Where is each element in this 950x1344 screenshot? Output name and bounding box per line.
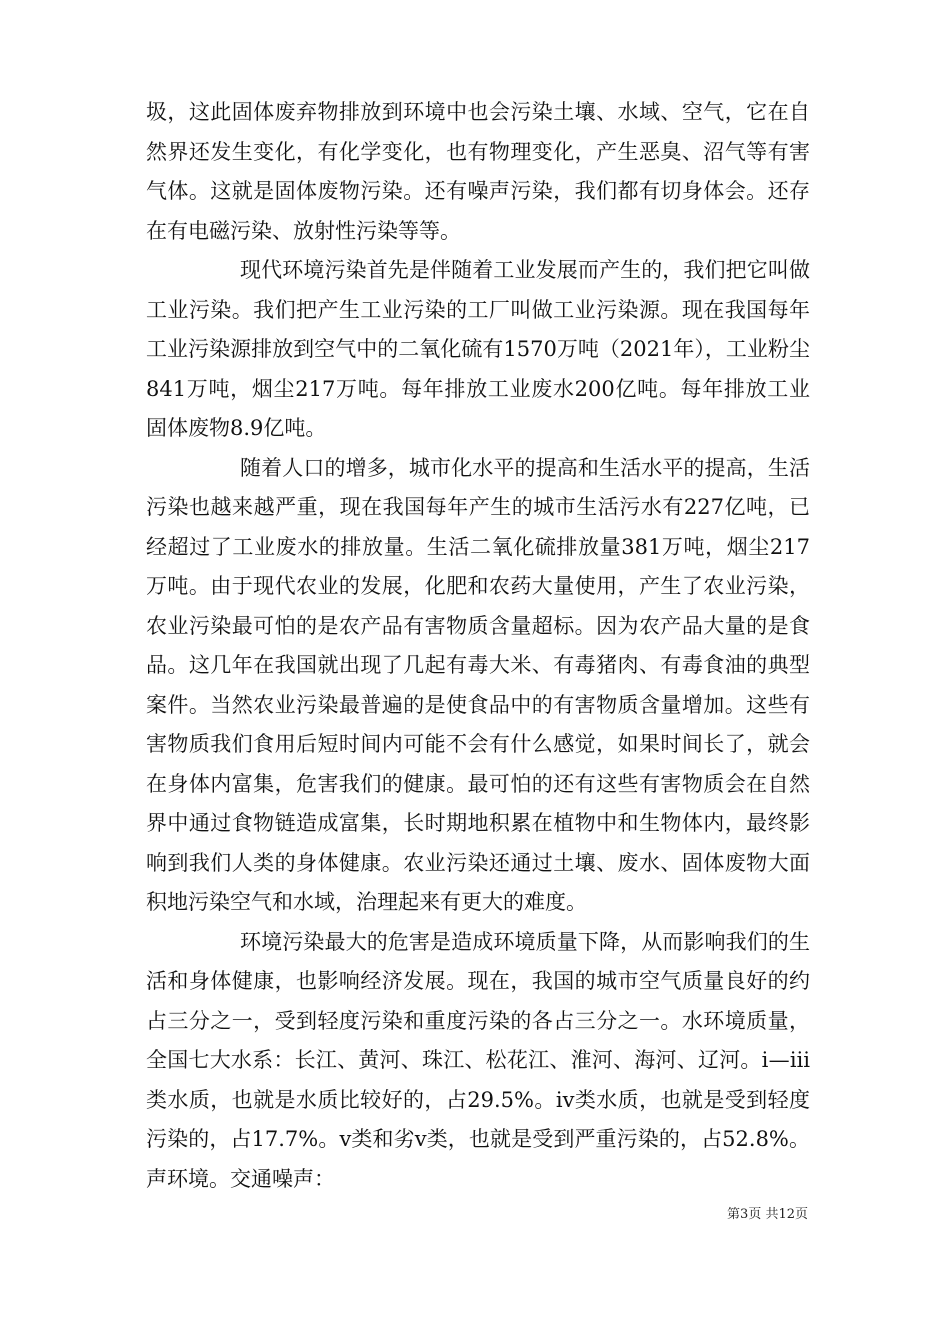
paragraph-1: 圾，这此固体废弃物排放到环境中也会污染土壤、水域、空气，它在自然界还发生变化，有化学变化，也有物理变化，产生恶臭、沼气等有害气体。这就是固体废物污染。还有噪声污染，我们都有切身体会。还存在有电磁污染、放射性污染等等。 [146, 100, 810, 243]
paragraph-2: 现代环境污染首先是伴随着工业发展而产生的，我们把它叫做工业污染。我们把产生工业污染的工厂叫做工业污染源。现在我国每年工业污染源排放到空气中的二氧化硫有1570万吨（2021年），工业粉尘841万吨，烟尘217万吨。每年排放工业废水200亿吨。每年排放工业固体废物8.9亿吨。 [146, 258, 810, 440]
page-number-footer: 第3页 共12页 [727, 1207, 808, 1222]
paragraph-4: 环境污染最大的危害是造成环境质量下降，从而影响我们的生活和身体健康，也影响经济发展。现在，我国的城市空气质量良好的约占三分之一，受到轻度污染和重度污染的各占三分之一。水环境质量，全国七大水系：长江、黄河、珠江、松花江、淮河、海河、辽河。ⅰ—ⅲ类水质，也就是水质比较好的，占29.5%。ⅳ类水质，也就是受到轻度污染的，占17.7%。ⅴ类和劣ⅴ类，也就是受到严重污染的，占52.8%。声环境。交通噪声： [146, 929, 810, 1191]
paragraph-3: 随着人口的增多，城市化水平的提高和生活水平的提高，生活污染也越来越严重，现在我国每年产生的城市生活污水有227亿吨，已经超过了工业废水的排放量。生活二氧化硫排放量381万吨，烟尘217万吨。由于现代农业的发展，化肥和农药大量使用，产生了农业污染，农业污染最可怕的是农产品有害物质含量超标。因为农产品大量的是食品。这几年在我国就出现了几起有毒大米、有毒猪肉、有毒食油的典型案件。当然农业污染最普遍的是使食品中的有害物质含量增加。这些有害物质我们食用后短时间内可能不会有什么感觉，如果时间长了，就会在身体内富集，危害我们的健康。最可怕的还有这些有害物质会在自然界中通过食物链造成富集，长时期地积累在植物中和生物体内，最终影响到我们人类的身体健康。农业污染还通过土壤、废水、固体废物大面积地污染空气和水域，治理起来有更大的难度。 [146, 455, 810, 914]
document-body [146, 93, 810, 1199]
